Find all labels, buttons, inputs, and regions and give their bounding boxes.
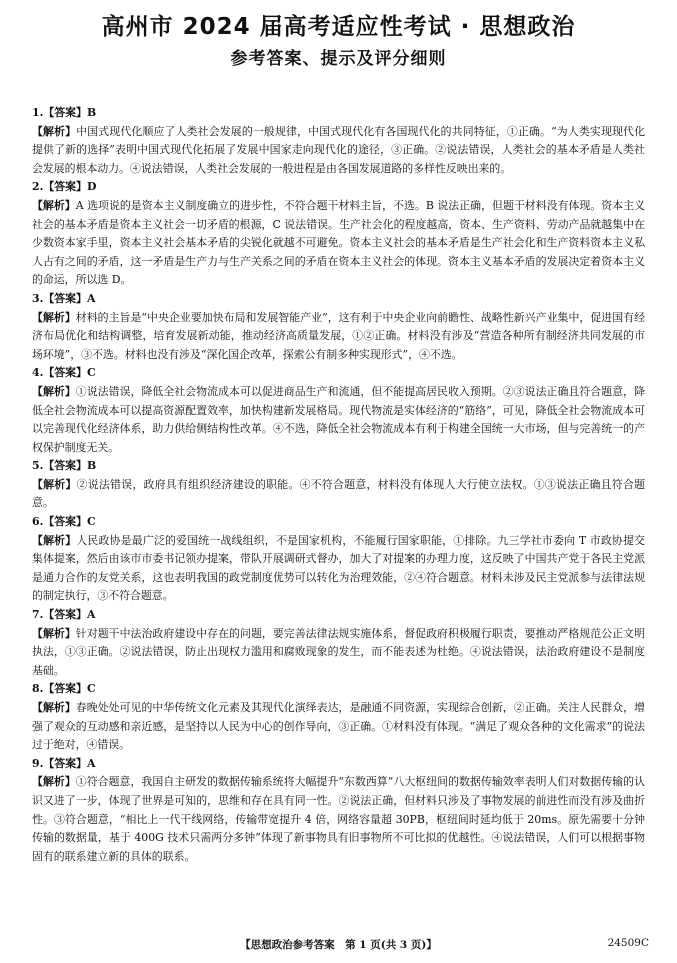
answer-line [32,364,645,383]
analysis-label: 【解析】 [32,310,76,324]
analysis-text: A 选项说的是资本主义制度确立的进步性，不符合题干材料主旨，不选。B 说法正确，但题干材料没有体现。资本主义社会的基本矛盾是资本主义社会一切矛盾的根源，C 说法错误。生产社会化的程度越高，资本、生产资料、劳动产品就越集中在少数资本家手里，资本主义社会基本矛盾的尖锐化就越不可避免。资本主义社会的基本矛盾是生产社会化和生产资料资本主义私人占有之间的矛盾，这一矛盾是生产力与生产关系之间的矛盾在资本主义社会的体现。资本主义基本矛盾的发展决定着资本主义的命运，所以选 D。 [32,198,645,287]
analysis-paragraph [32,532,645,606]
analysis-paragraph [32,625,645,681]
question-5 [32,457,645,513]
answer-line [32,680,645,699]
answer-label: 【答案】 [43,756,87,770]
question-7 [32,606,645,680]
question-number: 3. [32,291,44,305]
analysis-paragraph [32,197,645,290]
question-number: 4. [32,366,44,380]
answer-label: 【答案】 [43,515,87,529]
question-1 [32,104,645,178]
answer-line [32,178,645,197]
question-4 [32,364,645,457]
analysis-label: 【解析】 [32,384,76,398]
footer-code: 24509C [607,937,649,949]
analysis-paragraph [32,383,645,457]
analysis-text: 春晚处处可见的中华传统文化元素及其现代化演绎表达，是融通不同资源，实现综合创新，②正确。关注人民群众，增强了观众的互动感和亲近感，是坚持以人民为中心的创作导向，③正确。①材料没有体现。“满足了观众各种的文化需求”的说法过于绝对，④错误。 [32,701,645,752]
analysis-label: 【解析】 [32,477,77,491]
answer-label: 【答案】 [43,682,87,696]
answer-line [32,104,645,123]
analysis-label: 【解析】 [32,775,76,789]
answer-label: 【答案】 [43,106,87,119]
question-number: 9. [32,756,44,770]
question-number: 2. [32,180,44,194]
analysis-text: 材料的主旨是“中央企业要加快布局和发展智能产业”，这有利于中央企业向前瞻性、战略性新兴产业集中，促进国有经济布局优化和结构调整，培育发展新动能，推动经济高质量发展，①②正确。材料没有涉及“营造各种所有制经济共同发展的市场环境”，③不选。材料也没有涉及“深化国企改革，探索公有制多种实现形式”，④不选。 [32,310,645,361]
answer-label: 【答案】 [43,180,87,194]
analysis-text: 中国式现代化顺应了人类社会发展的一般规律，中国式现代化有各国现代化的共同特征，①正确。“为人类实现现代化提供了新的选择”表明中国式现代化拓展了发展中国家走向现代化的途径，③正确。②说法错误，人类社会的基本矛盾是人类社会发展的根本动力。④说法错误，人类社会发展的一般进程是由各国发展道路的多样性反映出来的。 [32,124,645,175]
answer-list [32,104,645,866]
answer-value: A [86,756,96,770]
answer-value: C [86,366,96,380]
footer-page-info: 【思想政治参考答案 第 1 页(共 3 页)】 [240,939,437,951]
question-2 [32,178,645,290]
answer-line [32,606,645,625]
analysis-paragraph [32,123,645,179]
answer-value: C [86,682,96,696]
question-number: 6. [32,515,44,529]
answer-value: A [86,608,96,622]
analysis-paragraph [32,476,645,513]
analysis-label: 【解析】 [32,533,77,547]
answer-line [32,755,645,774]
analysis-label: 【解析】 [32,701,76,714]
analysis-paragraph [32,699,645,755]
page-footer [0,937,677,952]
answer-label: 【答案】 [43,366,87,380]
question-8 [32,680,645,754]
question-9 [32,755,645,867]
answer-value: B [86,106,97,119]
analysis-text: ①说法错误，降低全社会物流成本可以促进商品生产和流通，但不能提高居民收入预期。②③说法正确且符合题意，降低全社会物流成本可以提高资源配置效率，加快构建新发展格局。现代物流是实体经济的“筋络”，可见，降低全社会物流成本可以完善现代化经济体系，助力供给侧结构性改革。④不选，降低全社会物流成本有利于构建全国统一大市场，但与完善统一的产权保护制度无关。 [32,384,645,454]
answer-value: A [86,291,96,305]
question-3 [32,290,645,364]
question-number: 7. [32,608,44,622]
question-number: 8. [32,682,44,696]
answer-label: 【答案】 [43,459,87,473]
analysis-paragraph [32,773,645,866]
analysis-text: 针对题干中法治政府建设中存在的问题，要完善法律法规实施体系，督促政府积极履行职责，要推动严格规范公正文明执法，①③正确。②说法错误，防止出现权力滥用和腐败现象的发生，而不能表述为杜绝。④说法错误，法治政府建设不是制度基础。 [32,626,645,677]
analysis-text: ①符合题意，我国自主研发的数据传输系统将大幅提升“东数西算”八大枢纽间的数据传输效率表明人们对数据传输的认识又进了一步，体现了世界是可知的，思维和存在具有同一性。②说法正确，但材料只涉及了事物发展的前进性而没有涉及曲折性。③符合题意，“相比上一代干线网络，传输带宽提升 4 倍，网络容量超 30PB，枢纽间时延均低于 20ms。原先需要十分钟传输的数据量，基于 400G 技术只需两分多钟”体现了新事物具有旧事物所不可比拟的优越性。④说法错误，人们可以根据事物固有的联系建立新的具体的联系。 [32,775,645,863]
analysis-text: 人民政协是最广泛的爱国统一战线组织，不是国家机构，不能履行国家职能，①排除。九三学社市委向 T 市政协提交集体提案，然后由该市市委书记领办提案，带队开展调研式督办，加大了对提案的办理力度，这反映了中国共产党于各民主党派是通力合作的友党关系，这也表明我国的政党制度优势可以转化为治理效能，②④符合题意。材料未涉及民主党派参与法律法规的制定执行，③不符合题意。 [32,533,645,603]
question-number: 1. [32,106,44,119]
analysis-paragraph [32,309,645,365]
answer-line [32,513,645,532]
answer-value: C [86,515,96,529]
answer-label: 【答案】 [43,291,87,305]
analysis-text: ②说法错误，政府具有组织经济建设的职能。④不符合题意，材料没有体现人大行使立法权。①③说法正确且符合题意。 [32,477,645,510]
question-6 [32,513,645,606]
answer-line [32,457,645,476]
analysis-label: 【解析】 [32,198,76,212]
answer-value: D [86,180,97,194]
page-subtitle: 参考答案、提示及评分细则 [230,49,447,69]
answer-value: B [86,459,97,473]
answer-label: 【答案】 [43,608,87,622]
question-number: 5. [32,459,44,473]
analysis-label: 【解析】 [32,124,77,138]
page-title: 高州市 2024 届高考适应性考试 · 思想政治 [101,14,576,40]
answer-line [32,290,645,309]
analysis-label: 【解析】 [32,626,76,640]
